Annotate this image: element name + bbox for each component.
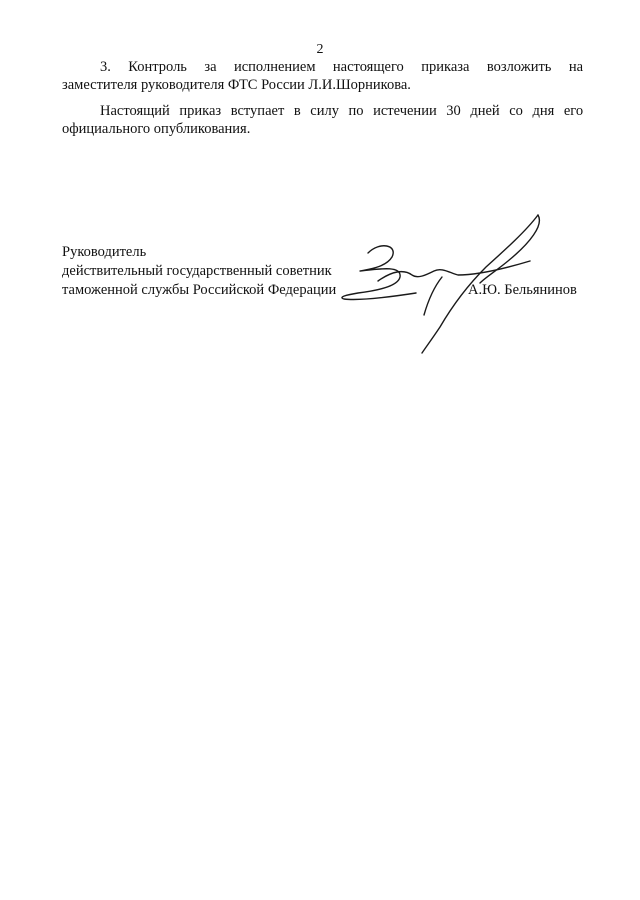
paragraph-effective-line-1 [62,102,583,120]
word: на [568,59,584,75]
paragraph-effective-line-2: официального опубликования. [62,121,251,137]
signature-stroke-tail [424,277,442,315]
word: возложить [486,59,552,75]
word: за [204,59,217,75]
word: по [348,103,364,119]
signer-name: А.Ю. Бельянинов [468,282,577,298]
word: в [293,103,301,119]
word: 3. Контроль [100,59,187,75]
paragraph-effective-date [62,102,583,138]
signer-title-block [62,243,336,300]
paragraph-control-line-2: заместителя руководителя ФТС России Л.И.Шорникова. [62,77,411,93]
paragraph-control-line-1 [62,58,583,76]
word: со [509,103,523,119]
paragraph-control-assignment [62,58,583,94]
word: дней [470,103,500,119]
word: силу [310,103,339,119]
page-number: 2 [316,42,324,57]
signature-stroke-loop [342,246,416,300]
word: 30 [446,103,461,119]
word: приказ [179,103,222,119]
signer-title-line-3: таможенной службы Российской Федерации [62,282,337,298]
signer-title-line-2: действительный государственный советник [62,263,332,279]
word: Настоящий [100,103,170,119]
signature-stroke-wave [378,261,530,281]
word: истечении [373,103,437,119]
word: дня [532,103,555,119]
signer-title-line-1: Руководитель [62,244,147,260]
word: исполнением настоящего [233,59,404,75]
word: его [563,103,584,119]
word: приказа [421,59,470,75]
word: вступает [230,103,285,119]
signature-stroke-hook [480,215,539,283]
